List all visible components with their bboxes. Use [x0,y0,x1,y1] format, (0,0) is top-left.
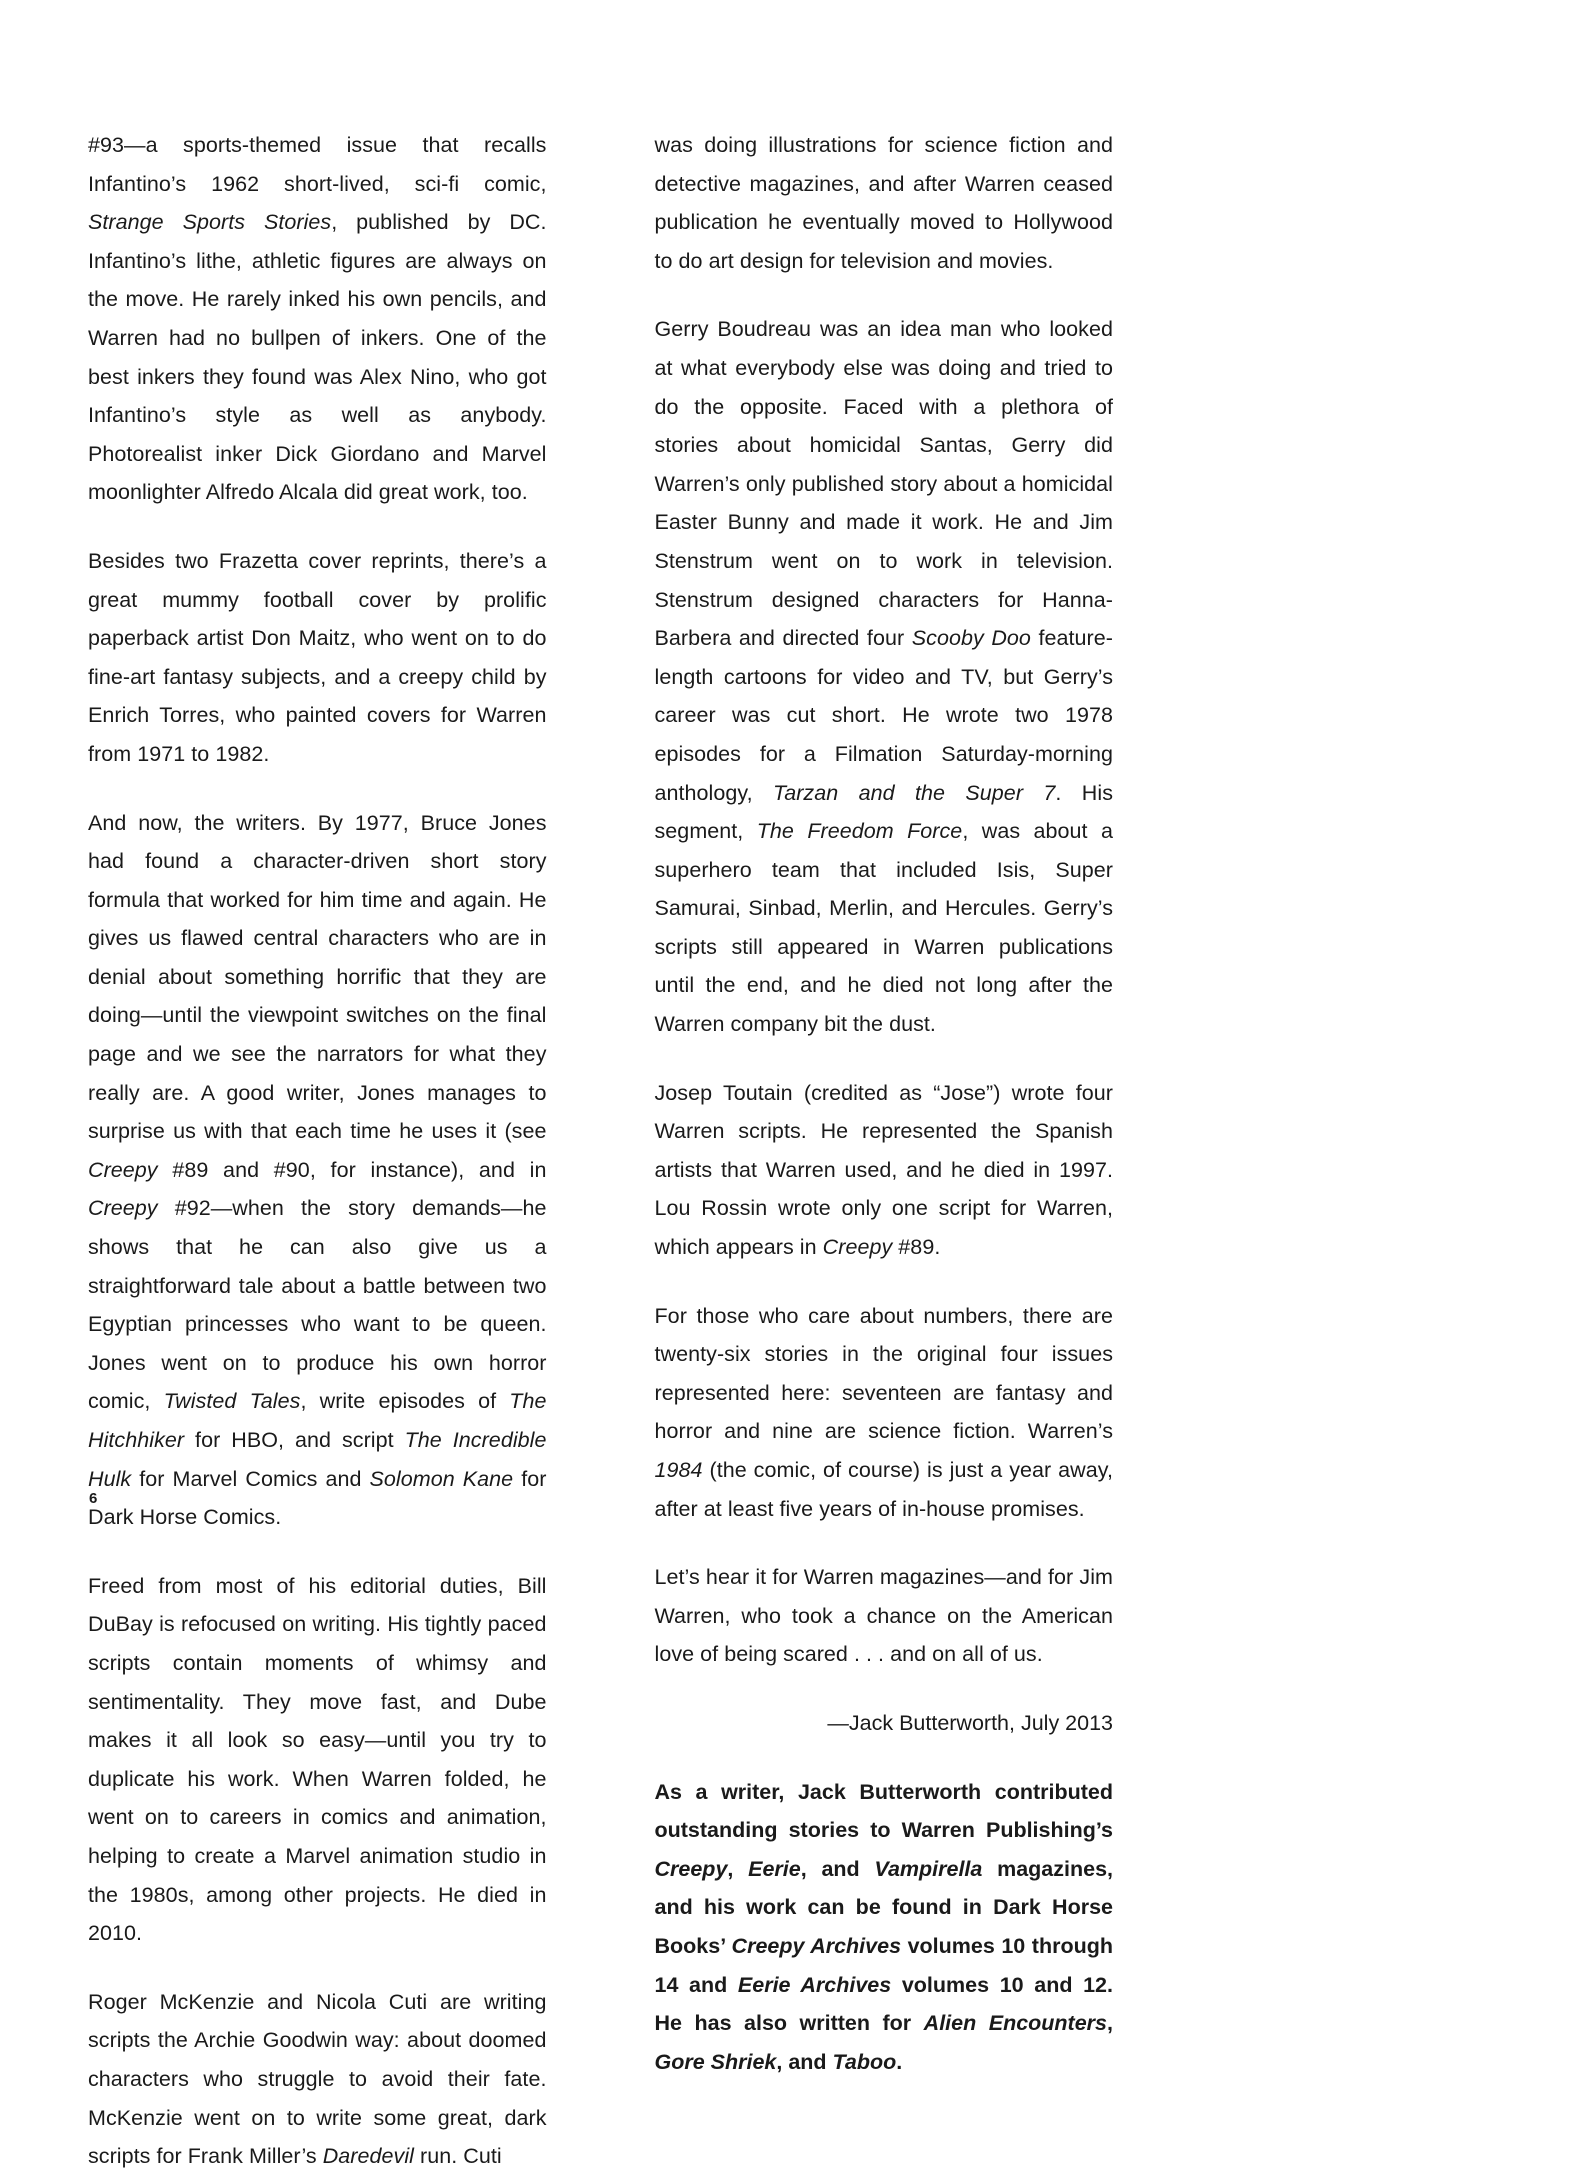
two-column-text-body [88,126,1113,2176]
para-toutain: Josep Toutain (credited as “Jose”) wrote four Warren scripts. He represented the Spanish artists that Warren used, and he died in 1997. Lou Rossin wrote only one script for Warren, which appears in Creepy #89. [654,1080,1113,1260]
para-illustrations: was doing illustrations for science fiction and detective magazines, and after Warren ceased publication he eventually moved to Hollywood to do art design for television and movies. [654,133,1113,273]
left-column [88,126,547,2176]
para-bruce-jones: And now, the writers. By 1977, Bruce Jones had found a character-driven short story formula that worked for him time and again. He gives us flawed central characters who are in denial about something horrific that they are doing—until the viewpoint switches on the final page and we see the narrators for what they really are. A good writer, Jones manages to surprise us with that each time he uses it (see Creepy #89 and #90, for instance), and in Creepy #92—when the story demands—he shows that he can also give us a straightforward tale about a battle between two Egyptian princesses who want to be queen. Jones went on to produce his own horror comic, Twisted Tales, write episodes of The Hitchhiker for HBO, and script The Incredible Hulk for Marvel Comics and Solomon Kane for Dark Horse Comics. [88,810,547,1530]
para-dubay: Freed from most of his editorial duties, Bill DuBay is refocused on writing. His tightly paced scripts contain moments of whimsy and sentimentality. They move fast, and Dube makes it all look so easy—until you try to duplicate his work. When Warren folded, he went on to careers in comics and animation, helping to create a Marvel animation studio in the 1980s, among other projects. He died in 2010. [88,1573,547,1946]
para-frazetta: Besides two Frazetta cover reprints, there’s a great mummy football cover by prolific paperback artist Don Maitz, who went on to do fine-art fantasy subjects, and a creepy child by Enrich Torres, who painted covers for Warren from 1971 to 1982. [88,548,547,766]
author-bio: As a writer, Jack Butterworth contributed outstanding stories to Warren Publishing’s Creepy, Eerie, and Vampirella magazines, and his work can be found in Dark Horse Books’ Creepy Archives volumes 10 through 14 and Eerie Archives volumes 10 and 12. He has also written for Alien Encounters, Gore Shriek, and Taboo. [654,1779,1114,2074]
italic-title: 1984 [654,1458,703,1482]
italic-title: The Hitchhiker [88,1389,547,1452]
para-closing: Let’s hear it for Warren magazines—and for Jim Warren, who took a chance on the American love of being scared . . . and on all of us. [654,1565,1113,1667]
page-number: 6 [89,1490,98,1507]
italic-title: Gore Shriek [654,2049,777,2074]
para-boudreau: Gerry Boudreau was an idea man who looked at what everybody else was doing and tried to do the opposite. Faced with a plethora of stories about homicidal Santas, Gerry did Warren’s only published story about a homicidal Easter Bunny and made it work. He and Jim Stenstrum went on to work in television. Stenstrum designed characters for Hanna-Barbera and directed four Scooby Doo feature-length cartoons for video and TV, but Gerry’s career was cut short. He wrote two 1978 episodes for a Filmation Saturday-morning anthology, Tarzan and the Super 7. His segment, The Freedom Force, was about a superhero team that included Isis, Super Samurai, Sinbad, Merlin, and Hercules. Gerry’s scripts still appeared in Warren publications until the end, and he died not long after the Warren company bit the dust. [654,317,1113,1037]
italic-title: Solomon Kane [369,1466,514,1491]
right-column [655,126,1114,2176]
italic-title: Creepy [88,1196,158,1221]
para-mckenzie: Roger McKenzie and Nicola Cuti are writing scripts the Archie Goodwin way: about doomed characters who struggle to avoid their fate. McKenzie went on to write some great, dark scripts for Frank Miller’s Daredevil run. Cuti [88,1989,547,2169]
italic-title: The Incredible Hulk [88,1428,547,1491]
italic-title: Eerie [748,1856,801,1881]
italic-title: Strange Sports Stories [88,210,332,235]
author-attribution: —Jack Butterworth, July 2013 [827,1710,1113,1735]
italic-title: The Freedom Force [756,819,963,844]
italic-title: Scooby Doo [911,626,1031,651]
para-numbers: For those who care about numbers, there are twenty-six stories in the original four issues represented here: seventeen are fantasy and horror and nine are science fiction. Warren’s 1984 (the comic, of course) is just a year away, after at least five years of in-house promises. [654,1303,1113,1521]
italic-title: Creepy [654,1856,728,1881]
italic-title: Creepy [822,1235,893,1260]
italic-title: Creepy [88,1157,158,1182]
italic-title: Creepy Archives [731,1933,902,1958]
italic-title: Daredevil [322,2144,414,2169]
italic-title: Eerie Archives [737,1972,892,1997]
italic-title: Taboo [832,2049,897,2074]
italic-title: Twisted Tales [163,1389,301,1414]
italic-title: Alien Encounters [923,2011,1108,2036]
para-infantino: #93—a sports-themed issue that recalls Infantino’s 1962 short-lived, sci-fi comic, Strange Sports Stories, published by DC. Infantino’s lithe, athletic figures are always on the move. He rarely inked his own pencils, and Warren had no bullpen of inkers. One of the best inkers they found was Alex Nino, who got Infantino’s style as well as anybody. Photorealist inker Dick Giordano and Marvel moonlighter Alfredo Alcala did great work, too. [88,133,547,505]
italic-title: Vampirella [874,1856,983,1881]
italic-title: Tarzan and the Super 7 [773,780,1056,805]
